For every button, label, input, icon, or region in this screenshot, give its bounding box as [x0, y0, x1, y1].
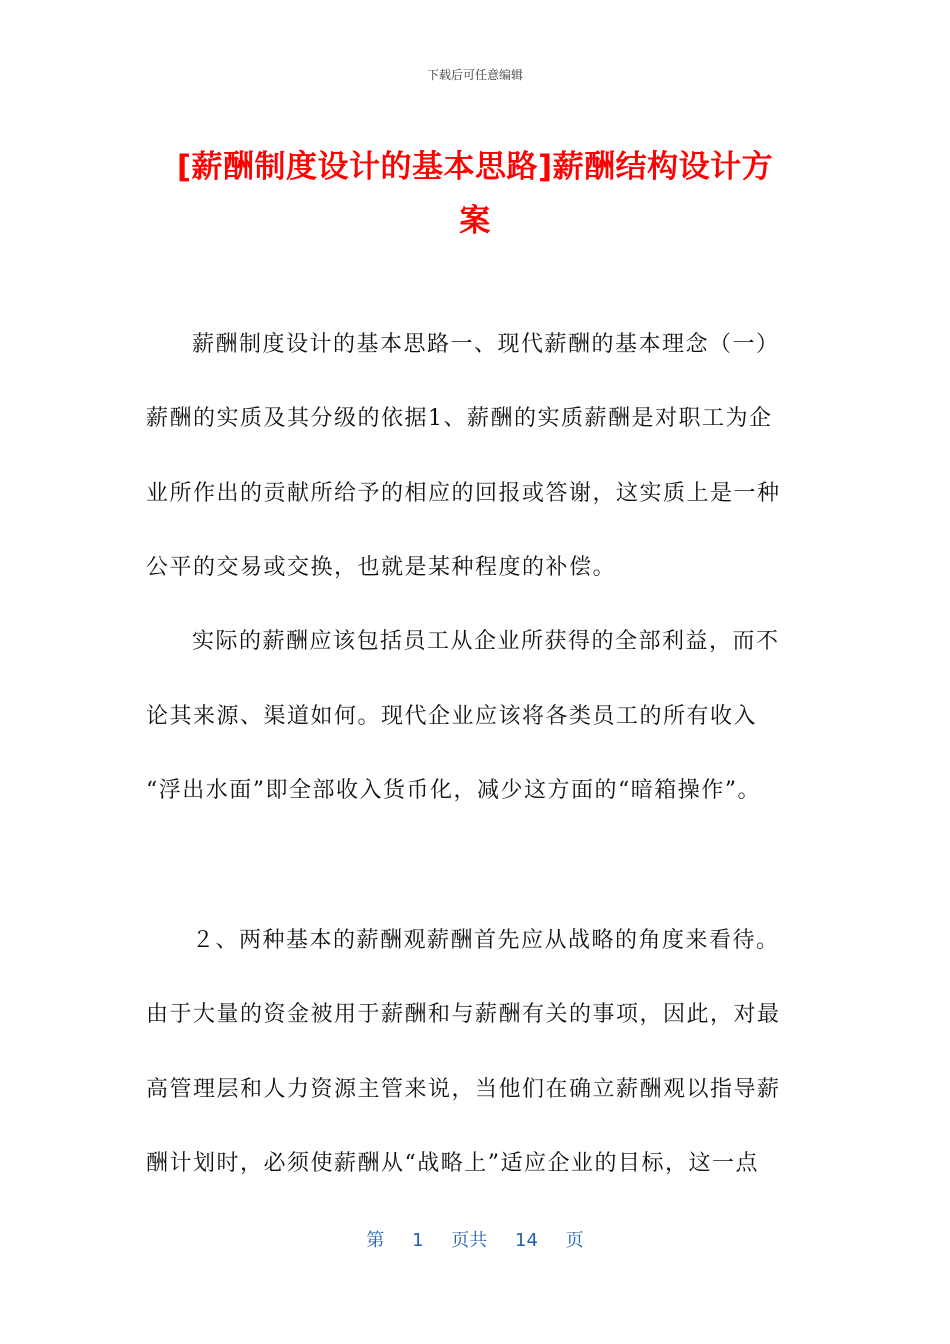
paragraph-line: 酬计划时，必须使薪酬从“战略上”适应企业的目标，这一点 — [146, 1151, 759, 1176]
title-line-1: [薪酬制度设计的基本思路]薪酬结构设计方 — [176, 149, 774, 185]
paragraph-line: 高管理层和人力资源主管来说，当他们在确立薪酬观以指导薪 — [146, 1077, 781, 1102]
footer-page-number: 1 — [412, 1230, 424, 1251]
paragraph-line: 业所作出的贡献所给予的相应的回报或答谢，这实质上是一种 — [146, 481, 781, 506]
paragraph-line: ２、两种基本的薪酬观薪酬首先应从战略的角度来看待。 — [192, 928, 780, 953]
paragraph-line: 实际的薪酬应该包括员工从企业所获得的全部利益，而不 — [192, 629, 780, 654]
paragraph-line: 论其来源、渠道如何。现代企业应该将各类员工的所有收入 — [146, 704, 758, 729]
paragraph-line: 薪酬的实质及其分级的依据1、薪酬的实质薪酬是对职工为企 — [146, 406, 773, 431]
paragraph-line: 薪酬制度设计的基本思路一、现代薪酬的基本理念（一） — [192, 332, 780, 357]
paragraph-line: “浮出水面”即全部收入货币化，减少这方面的“暗箱操作”。 — [146, 778, 761, 803]
footer-suffix: 页 — [565, 1230, 584, 1251]
page-header: 下载后可任意编辑 — [426, 68, 523, 82]
paragraph-line: 由于大量的资金被用于薪酬和与薪酬有关的事项，因此，对最 — [146, 1002, 781, 1027]
footer-prefix: 第 — [366, 1230, 385, 1251]
footer-total-pages: 14 — [515, 1230, 538, 1251]
footer-middle: 页共 — [451, 1230, 488, 1251]
title-line-2: 案 — [459, 203, 491, 239]
page-footer — [0, 1226, 950, 1252]
paragraph-line: 公平的交易或交换，也就是某种程度的补偿。 — [146, 555, 617, 580]
document-title — [130, 140, 820, 248]
